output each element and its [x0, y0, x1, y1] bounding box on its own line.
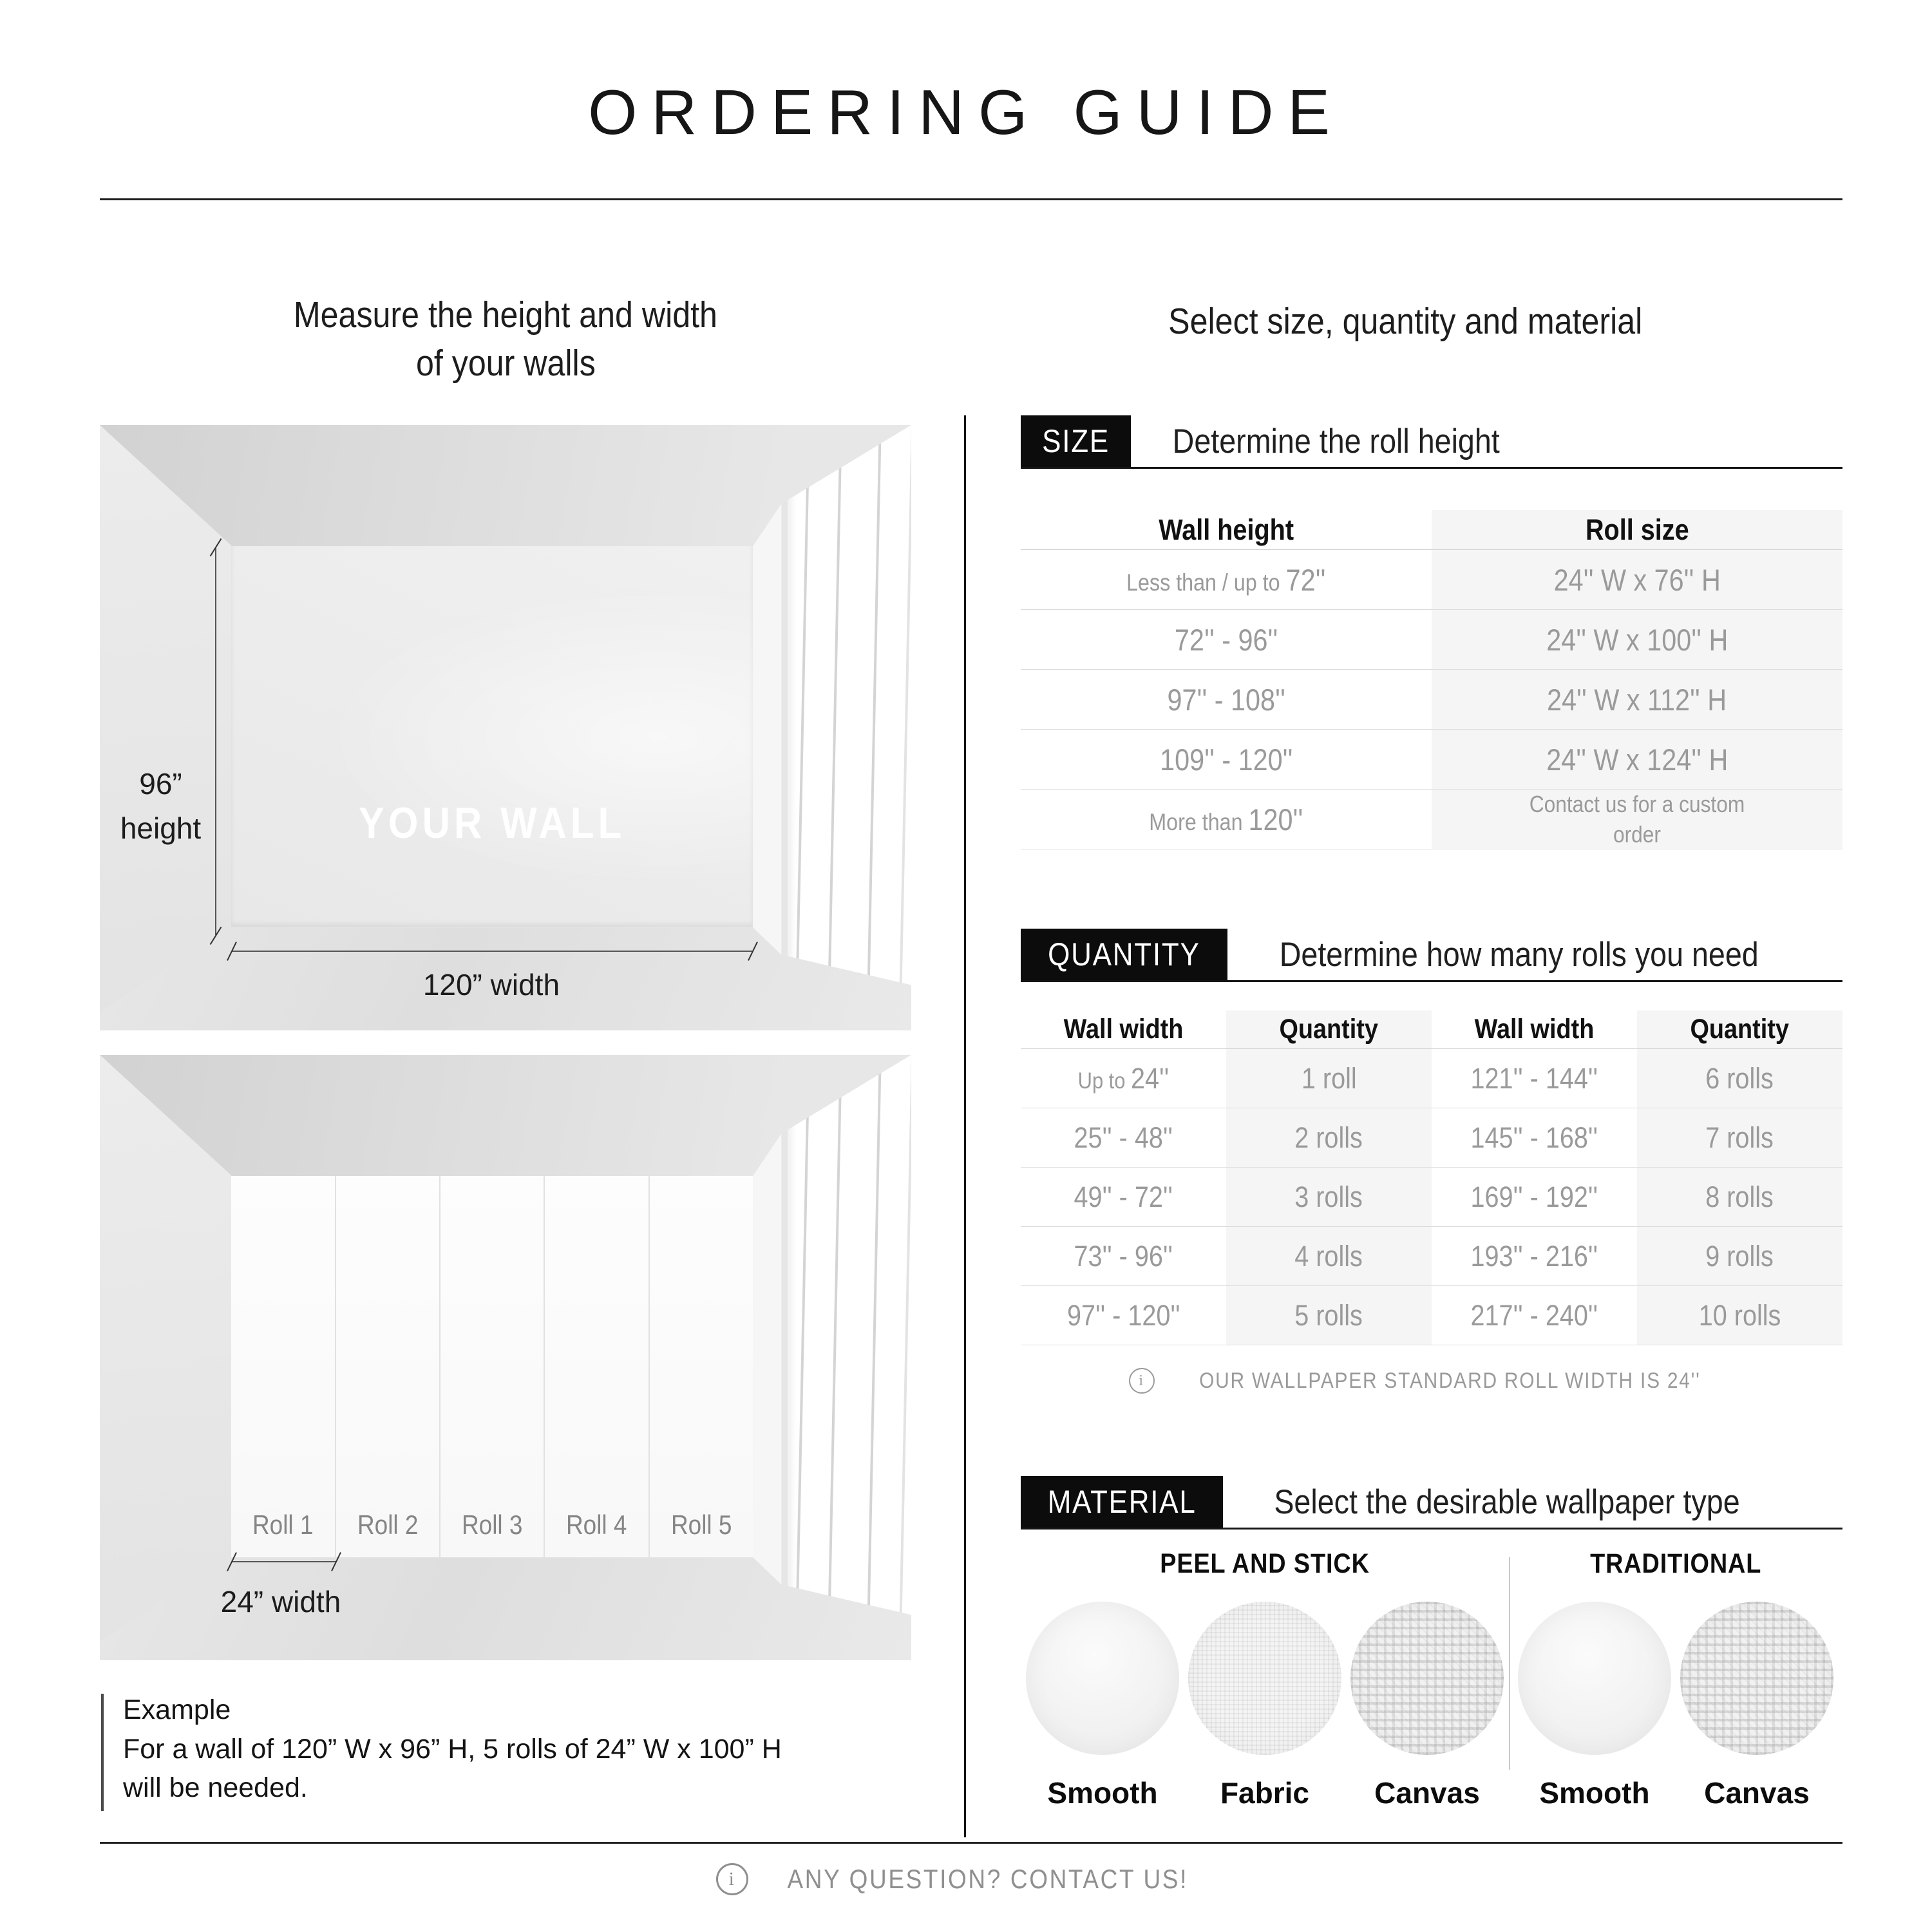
- quantity-cell: 8 rolls: [1637, 1168, 1842, 1226]
- wall-height-cell: 97'' - 108'': [1167, 682, 1285, 717]
- size-table-row: [1021, 610, 1842, 670]
- measure-heading-line2: of your walls: [415, 343, 596, 384]
- wall-height-cell: 72'' - 96'': [1174, 622, 1278, 657]
- roll-panel: Roll 5: [650, 1176, 753, 1557]
- width-dimension-label: 120” width: [422, 968, 560, 1002]
- quantity-cell: 10 rolls: [1637, 1286, 1842, 1345]
- roll-size-cell: 24'' W x 100'' H: [1432, 610, 1842, 669]
- material-section-header: [1021, 1476, 1842, 1530]
- wall-width-cell: 169'' - 192'': [1470, 1180, 1598, 1213]
- quantity-column-header: Quantity: [1637, 1010, 1842, 1048]
- quantity-badge: QUANTITY: [1021, 929, 1227, 980]
- size-badge: SIZE: [1021, 415, 1131, 467]
- height-dimension-label: 96” height: [120, 766, 202, 845]
- quantity-table-row: [1021, 1049, 1842, 1108]
- quantity-table-header: [1021, 1010, 1842, 1049]
- your-wall-surface: [231, 546, 753, 927]
- wall-width-column-header: Wall width: [1474, 1014, 1595, 1045]
- roll-size-column-header: Roll size: [1432, 510, 1842, 549]
- material-sample-smooth: Smooth: [1518, 1602, 1671, 1810]
- peel-and-stick-samples: [1026, 1602, 1504, 1810]
- roll-panel: Roll 4: [545, 1176, 649, 1557]
- material-options: [1021, 1548, 1842, 1810]
- wall-width-cell: 25'' - 48'': [1074, 1121, 1173, 1154]
- size-table-row: [1021, 790, 1842, 849]
- window-mullion: [898, 1055, 911, 1660]
- height-dimension-line: [215, 548, 216, 936]
- size-section-header: [1021, 415, 1842, 469]
- wall-width-cell: 217'' - 240'': [1470, 1298, 1598, 1332]
- roll-width-note: i OUR WALLPAPER STANDARD ROLL WIDTH IS 24'': [1021, 1368, 1842, 1394]
- wall-width-cell: 73'' - 96'': [1074, 1239, 1173, 1273]
- material-sample-smooth: Smooth: [1026, 1602, 1179, 1810]
- example-line2: will be needed.: [123, 1772, 308, 1804]
- material-sample-fabric: Fabric: [1188, 1602, 1341, 1810]
- quantity-cell: 1 roll: [1226, 1049, 1432, 1108]
- quantity-table: [1021, 1010, 1842, 1345]
- wall-width-cell: 49'' - 72'': [1074, 1180, 1173, 1213]
- window-mullion: [827, 425, 842, 1030]
- wall-height-cell: Less than / up to 72'': [1126, 562, 1326, 597]
- window-mullion: [827, 1055, 842, 1660]
- window-mullion: [866, 425, 882, 1030]
- window-mullion: [795, 1055, 810, 1660]
- roll-width-dimension-line: [232, 1561, 336, 1562]
- quantity-table-row: [1021, 1168, 1842, 1227]
- wall-height-column-header: Wall height: [1159, 513, 1294, 546]
- quantity-cell: 6 rolls: [1637, 1049, 1842, 1108]
- size-table: [1021, 510, 1842, 849]
- roll-size-cell: 24'' W x 112'' H: [1432, 670, 1842, 729]
- quantity-table-row: [1021, 1227, 1842, 1286]
- roll-panel: Roll 2: [336, 1176, 440, 1557]
- width-dimension-line: [232, 951, 753, 952]
- window-mullion: [866, 1055, 882, 1660]
- material-sample-canvas: Canvas: [1350, 1602, 1504, 1810]
- roll-panels: [231, 1176, 753, 1557]
- window-mullion: [898, 425, 911, 1030]
- material-sample-canvas: Canvas: [1680, 1602, 1833, 1810]
- wall-width-cell: 145'' - 168'': [1470, 1121, 1598, 1154]
- canvas-texture-swatch: [1680, 1602, 1833, 1755]
- select-heading: Select size, quantity and material: [1168, 301, 1643, 342]
- quantity-cell: 2 rolls: [1226, 1108, 1432, 1167]
- size-table-row: [1021, 730, 1842, 790]
- size-table-header: [1021, 510, 1842, 550]
- material-badge: MATERIAL: [1021, 1476, 1223, 1528]
- traditional-samples: [1518, 1602, 1833, 1810]
- measure-heading-line1: Measure the height and width: [293, 294, 718, 336]
- footer-divider: [100, 1842, 1842, 1844]
- quantity-cell: 3 rolls: [1226, 1168, 1432, 1226]
- quantity-table-row: [1021, 1286, 1842, 1345]
- window-frame: [781, 425, 788, 1030]
- room-illustration-rolls: [100, 1055, 911, 1660]
- window-frame: [781, 1055, 788, 1660]
- wall-width-cell: 121'' - 144'': [1470, 1061, 1598, 1095]
- fabric-texture-swatch: [1188, 1602, 1341, 1755]
- paneled-wall: [231, 1176, 753, 1557]
- title-divider: [100, 198, 1842, 200]
- column-divider: [964, 415, 966, 1837]
- wall-width-column-header: Wall width: [1063, 1014, 1184, 1045]
- example-line1: For a wall of 120” W x 96” H, 5 rolls of 24” W x 100” H: [123, 1733, 782, 1765]
- wall-height-cell: 109'' - 120'': [1159, 742, 1293, 777]
- your-wall-label: YOUR WALL: [358, 798, 626, 848]
- smooth-texture-swatch: [1518, 1602, 1671, 1755]
- size-table-row: [1021, 550, 1842, 610]
- info-icon: i: [1129, 1368, 1155, 1394]
- roll-panel: Roll 1: [231, 1176, 336, 1557]
- roll-size-cell: 24'' W x 124'' H: [1432, 730, 1842, 789]
- roll-panel: Roll 3: [440, 1176, 545, 1557]
- material-group-divider: [1509, 1557, 1510, 1770]
- quantity-subtitle: Determine how many rolls you need: [1279, 935, 1759, 974]
- quantity-column-header: Quantity: [1226, 1010, 1432, 1048]
- quantity-table-row: [1021, 1108, 1842, 1168]
- smooth-texture-swatch: [1026, 1602, 1179, 1755]
- roll-size-cell: Contact us for a custom order: [1432, 790, 1842, 850]
- canvas-texture-swatch: [1350, 1602, 1504, 1755]
- footer-contact: i ANY QUESTION? CONTACT US!: [0, 1863, 1932, 1895]
- wall-width-cell: 193'' - 216'': [1470, 1239, 1598, 1273]
- wall-width-cell: 97'' - 120'': [1066, 1298, 1180, 1332]
- info-icon: i: [716, 1863, 748, 1895]
- quantity-cell: 5 rolls: [1226, 1286, 1432, 1345]
- size-subtitle: Determine the roll height: [1172, 422, 1500, 460]
- wall-width-cell: Up to 24'': [1077, 1061, 1170, 1095]
- example-heading: Example: [123, 1694, 231, 1725]
- quantity-cell: 9 rolls: [1637, 1227, 1842, 1285]
- window-mullion: [795, 425, 810, 1030]
- page-title: ORDERING GUIDE: [588, 77, 1344, 147]
- quantity-cell: 7 rolls: [1637, 1108, 1842, 1167]
- measure-heading: [100, 291, 911, 388]
- size-table-row: [1021, 670, 1842, 730]
- roll-width-dimension-label: 24” width: [220, 1584, 341, 1618]
- traditional-title: TRADITIONAL: [1589, 1548, 1762, 1579]
- example-note: [101, 1694, 922, 1811]
- peel-and-stick-group: [1021, 1548, 1509, 1810]
- peel-and-stick-title: PEEL AND STICK: [1160, 1548, 1370, 1579]
- quantity-cell: 4 rolls: [1226, 1227, 1432, 1285]
- room-illustration-measure: [100, 425, 911, 1030]
- wall-height-cell: More than 120'': [1149, 802, 1303, 837]
- roll-size-cell: 24'' W x 76'' H: [1432, 550, 1842, 609]
- material-subtitle: Select the desirable wallpaper type: [1274, 1482, 1741, 1521]
- quantity-section-header: [1021, 929, 1842, 982]
- traditional-group: [1509, 1548, 1842, 1810]
